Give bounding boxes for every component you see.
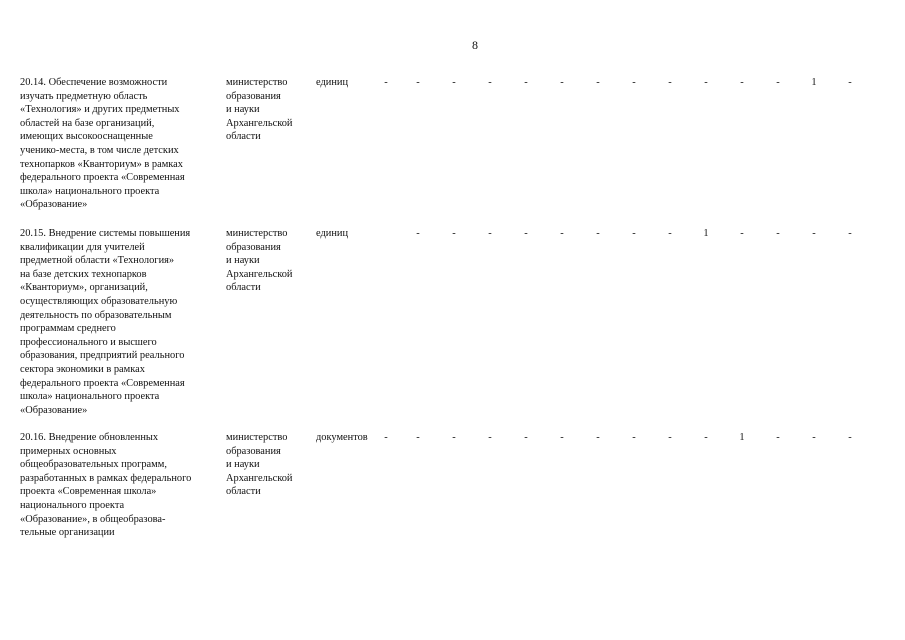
value-cell: - <box>384 432 388 443</box>
value-cell: - <box>560 228 564 239</box>
description-line: квалификации для учителей <box>20 241 145 253</box>
value-cell: - <box>596 432 600 443</box>
value-cell: - <box>632 432 636 443</box>
description-line: школа» национального проекта <box>20 391 160 403</box>
responsible-line: образования <box>226 90 281 102</box>
description-line: 20.16. Внедрение обновленных <box>20 432 159 443</box>
value-cell: - <box>848 432 852 443</box>
value-cell: - <box>416 77 420 88</box>
value-cell: - <box>776 432 780 443</box>
activity-description <box>20 227 220 417</box>
value-cell: - <box>452 432 456 443</box>
description-line: федерального проекта «Современная <box>20 377 185 389</box>
value-cell: - <box>740 77 744 88</box>
responsible-line: области <box>226 282 261 294</box>
value-cell: - <box>524 77 528 88</box>
responsible-body <box>226 76 312 144</box>
description-line: изучать предметную область <box>20 90 148 102</box>
description-line: национального проекта <box>20 499 125 511</box>
responsible-line: Архангельской <box>226 117 293 129</box>
unit-of-measure: документов <box>316 432 368 443</box>
responsible-line: и науки <box>226 104 260 116</box>
value-cell: - <box>704 432 708 443</box>
description-line: предметной области «Технология» <box>20 255 175 267</box>
unit-of-measure: единиц <box>316 228 349 239</box>
value-cell: - <box>596 77 600 88</box>
value-cell: - <box>524 228 528 239</box>
value-cell: - <box>740 228 744 239</box>
value-cell: - <box>632 77 636 88</box>
value-cell: - <box>812 432 816 443</box>
value-cell: 1 <box>703 228 709 239</box>
description-line: сектора экономики в рамках <box>20 363 145 375</box>
value-cell: - <box>596 228 600 239</box>
responsible-line: и науки <box>226 255 260 267</box>
responsible-line: образования <box>226 241 281 253</box>
description-line: федерального проекта «Современная <box>20 172 185 184</box>
value-cell: - <box>812 228 816 239</box>
description-line: тельные организации <box>20 527 115 539</box>
value-cell: - <box>452 228 456 239</box>
value-cell: - <box>668 228 672 239</box>
value-cell: - <box>416 228 420 239</box>
description-line: 20.14. Обеспечение возможности <box>20 77 168 88</box>
value-cell: 1 <box>739 432 745 443</box>
value-cell: - <box>848 77 852 88</box>
value-cell: - <box>416 432 420 443</box>
description-line: на базе детских технопарков <box>20 268 147 280</box>
responsible-line: и науки <box>226 459 260 471</box>
description-line: профессионального и высшего <box>20 336 157 348</box>
value-cell: - <box>632 228 636 239</box>
responsible-line: министерство <box>226 228 288 239</box>
description-line: программам среднего <box>20 323 116 335</box>
activity-description <box>20 76 220 212</box>
value-cell: - <box>488 77 492 88</box>
responsible-line: министерство <box>226 432 288 443</box>
value-cell: - <box>488 228 492 239</box>
description-line: общеобразовательных программ, <box>20 459 167 471</box>
value-cell: - <box>848 228 852 239</box>
value-cell: - <box>704 77 708 88</box>
responsible-line: Архангельской <box>226 472 293 484</box>
description-line: деятельность по образовательным <box>20 309 172 321</box>
description-line: «Технология» и других предметных <box>20 104 180 116</box>
responsible-body <box>226 431 312 499</box>
value-cell: - <box>560 432 564 443</box>
description-line: технопарков «Кванториум» в рамках <box>20 158 183 170</box>
responsible-line: области <box>226 486 261 498</box>
responsible-line: образования <box>226 445 281 457</box>
responsible-line: области <box>226 131 261 143</box>
unit-of-measure: единиц <box>316 77 349 88</box>
description-line: «Образование» <box>20 199 88 211</box>
description-line: разработанных в рамках федерального <box>20 472 192 484</box>
description-line: примерных основных <box>20 445 117 457</box>
description-line: образования, предприятий реального <box>20 350 185 362</box>
description-line: «Кванториум», организаций, <box>20 282 148 294</box>
responsible-line: Архангельской <box>226 268 293 280</box>
description-line: школа» национального проекта <box>20 185 160 197</box>
value-cell: - <box>452 77 456 88</box>
value-cell: - <box>668 77 672 88</box>
description-line: проекта «Современная школа» <box>20 486 157 498</box>
value-cell: 1 <box>811 77 817 88</box>
value-cell: - <box>384 77 388 88</box>
description-line: «Образование», в общеобразова- <box>20 513 166 525</box>
description-line: «Образование» <box>20 404 88 416</box>
value-cell: - <box>560 77 564 88</box>
value-cell: - <box>776 77 780 88</box>
description-line: осуществляющих образовательную <box>20 295 178 307</box>
value-cell: - <box>488 432 492 443</box>
description-line: имеющих высокооснащенные <box>20 131 153 143</box>
description-line: 20.15. Внедрение системы повышения <box>20 228 191 239</box>
activity-description <box>20 431 220 540</box>
value-cell: - <box>668 432 672 443</box>
value-cell: - <box>776 228 780 239</box>
page-number: 8 <box>472 38 478 52</box>
responsible-body <box>226 227 312 295</box>
responsible-line: министерство <box>226 77 288 88</box>
description-line: областей на базе организаций, <box>20 117 155 129</box>
description-line: ученико-места, в том числе детских <box>20 144 179 156</box>
value-cell: - <box>524 432 528 443</box>
